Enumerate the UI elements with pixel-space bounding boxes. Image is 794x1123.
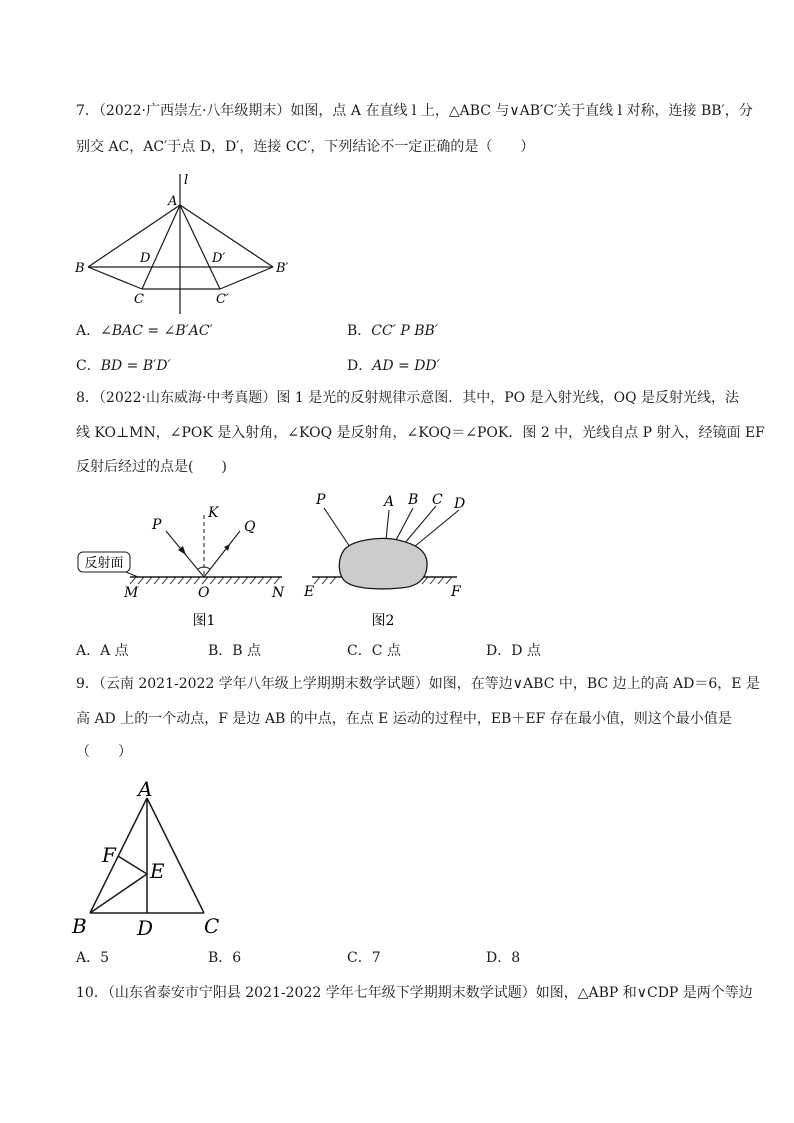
q7-option-c[interactable]: C．BD = B′D′ <box>76 358 171 374</box>
q8-option-d[interactable]: D．D 点 <box>486 643 541 659</box>
q7-option-d[interactable]: D．AD = DD′ <box>347 358 440 374</box>
label-C: C <box>134 292 144 307</box>
q8-option-a[interactable]: A．A 点 <box>76 643 129 659</box>
label-P: P <box>152 517 162 533</box>
q9-text-line2: 高 AD 上的一个动点，F 是边 AB 的中点，在点 E 运动的过程中，EB＋EF 存在最小值，则这个最小值是 <box>76 711 732 727</box>
q10-text-line1: 10．（山东省泰安市宁阳县 2021-2022 学年七年级下学期期末数学试题）如图，△ABP 和∨CDP 是两个等边 <box>76 985 753 1001</box>
q8-text-line2: 线 KO⊥MN，∠POK 是入射角，∠KOQ 是反射角，∠KOQ＝∠POK．图 2 中，光线自点 P 射入，经镜面 EF <box>76 425 765 441</box>
label-F: F <box>102 843 116 867</box>
label-C: C <box>204 914 220 938</box>
q8-option-c[interactable]: C．C 点 <box>347 643 401 659</box>
label-A: A <box>168 194 178 209</box>
label-B-prime: B′ <box>276 261 289 276</box>
q9-option-d[interactable]: D．8 <box>486 950 521 966</box>
label-A: A <box>138 777 153 801</box>
q8-text-line3: 反射后经过的点是( ) <box>76 459 227 475</box>
label-A: A <box>384 494 395 510</box>
q9-option-c[interactable]: C．7 <box>347 950 381 966</box>
label-l: l <box>184 173 189 188</box>
q9-option-a[interactable]: A．5 <box>76 950 110 966</box>
q8-figure-1 <box>74 495 294 630</box>
label-D: D <box>454 496 466 512</box>
label-C: C <box>432 492 443 508</box>
q7-text-line2: 别交 AC，AC′于点 D，D′，连接 CC′，下列结论不一定正确的是（ ） <box>76 139 535 155</box>
label-B: B <box>72 914 87 938</box>
label-Q: Q <box>244 519 256 535</box>
figure-1-caption: 图1 <box>192 613 216 629</box>
q9-text-line1: 9．（云南 2021-2022 学年八年级上学期期末数学试题）如图，在等边∨ABC 中，BC 边上的高 AD＝6，E 是 <box>76 676 760 692</box>
q9-option-b[interactable]: B．6 <box>208 950 242 966</box>
label-D: D <box>137 916 154 940</box>
label-D-prime: D′ <box>212 251 226 266</box>
q8-figure-2 <box>300 490 480 630</box>
q9-text-line3: （ ） <box>76 744 132 760</box>
q8-option-b[interactable]: B．B 点 <box>208 643 262 659</box>
label-E: E <box>304 584 315 600</box>
figure-2-caption: 图2 <box>371 613 395 629</box>
q7-option-b[interactable]: B．CC′ P BB′ <box>347 323 438 339</box>
label-B: B <box>75 261 85 276</box>
label-O: O <box>198 585 210 601</box>
mirror-label: 反射面 <box>84 556 124 571</box>
q7-option-a[interactable]: A．∠BAC = ∠B′AC′ <box>76 323 213 339</box>
q9-figure <box>70 778 240 940</box>
q7-figure <box>70 172 310 317</box>
label-M: M <box>124 585 139 601</box>
label-K: K <box>208 505 219 521</box>
q8-text-line1: 8．（2022·山东威海·中考真题）图 1 是光的反射规律示意图．其中，PO 是入射光线，OQ 是反射光线，法 <box>76 390 739 406</box>
label-N: N <box>272 585 285 601</box>
label-E: E <box>150 859 165 883</box>
q7-text-line1: 7．（2022·广西崇左·八年级期末）如图，点 A 在直线 l 上，△ABC 与∨AB′C′关于直线 l 对称，连接 BB′，分 <box>76 103 753 119</box>
label-D: D <box>140 251 151 266</box>
label-C-prime: C′ <box>216 292 229 307</box>
label-F: F <box>451 584 461 600</box>
label-B: B <box>408 492 419 508</box>
label-P: P <box>316 492 326 508</box>
